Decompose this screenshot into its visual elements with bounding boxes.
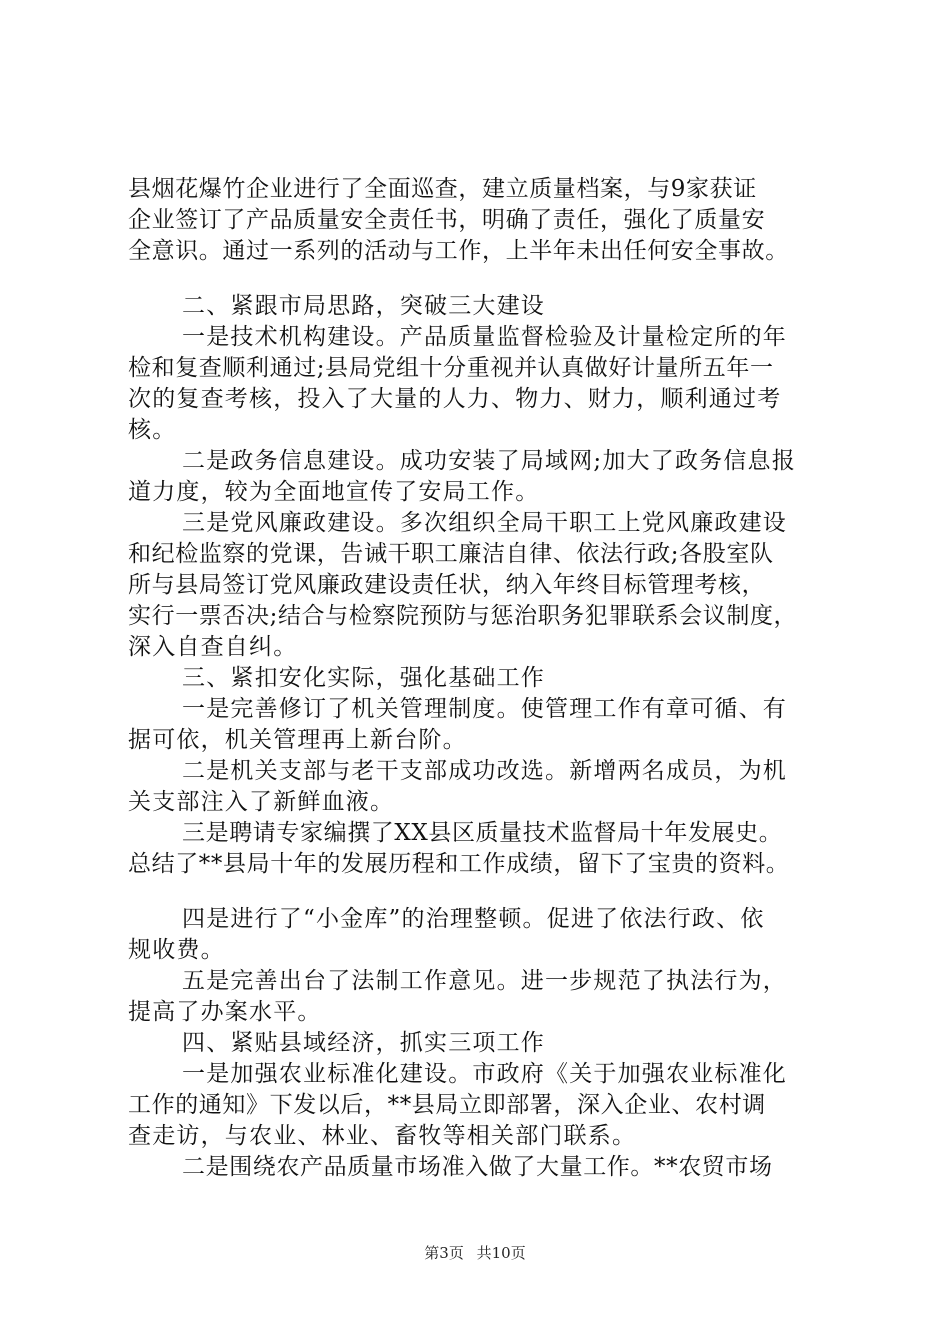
text-line: 二是机关支部与老干支部成功改选。新增两名成员，为机	[182, 758, 787, 784]
paragraph-gap	[128, 880, 848, 904]
text-line: 五是完善出台了法制工作意见。进一步规范了执法行为，	[182, 968, 787, 994]
page-total: 共10页	[476, 1244, 526, 1262]
text-line: 三是聘请专家编撰了XX县区质量技术监督局十年发展史。	[182, 820, 783, 846]
text-line: 检和复查顺利通过;县局党组十分重视并认真做好计量所五年一	[128, 355, 774, 381]
text-line: 一是完善修订了机关管理制度。使管理工作有章可循、有	[182, 696, 787, 722]
text-line: 实行一票否决;结合与检察院预防与惩治职务犯罪联系会议制度，	[128, 603, 798, 629]
text-line: 总结了**县局十年的发展历程和工作成绩，留下了宝贵的资料。	[128, 851, 790, 877]
text-line: 道力度，较为全面地宣传了安局工作。	[128, 479, 540, 505]
text-line: 次的复查考核，投入了大量的人力、物力、财力，顺利通过考	[128, 386, 782, 412]
text-line: 一是技术机构建设。产品质量监督检验及计量检定所的年	[182, 324, 787, 350]
text-line: 一是加强农业标准化建设。市政府《关于加强农业标准化	[182, 1061, 787, 1087]
text-line: 所与县局签订党风廉政建设责任状，纳入年终目标管理考核，	[128, 572, 766, 598]
text-line: 关支部注入了新鲜血液。	[128, 789, 395, 815]
text-line: 规收费。	[128, 937, 225, 963]
text-line: 县烟花爆竹企业进行了全面巡查，建立质量档案，与9家获证	[128, 176, 757, 202]
text-line: 提高了办案水平。	[128, 999, 322, 1025]
section-heading: 二、紧跟市局思路，突破三大建设	[182, 293, 545, 319]
text-line: 深入自查自纠。	[128, 634, 298, 660]
text-line: 核。	[128, 417, 177, 443]
text-line: 查走访，与农业、林业、畜牧等相关部门联系。	[128, 1123, 637, 1149]
text-line: 二是政务信息建设。成功安装了局域网;加大了政务信息报	[182, 448, 796, 474]
text-line: 和纪检监察的党课，告诫干职工廉洁自律、依法行政;各股室队	[128, 541, 774, 567]
text-line: 二是围绕农产品质量市场准入做了大量工作。**农贸市场	[182, 1154, 773, 1180]
text-line: 三是党风廉政建设。多次组织全局干职工上党风廉政建设	[182, 510, 787, 536]
text-line: 企业签订了产品质量安全责任书，明确了责任，强化了质量安	[128, 207, 766, 233]
text-line: 四是进行了“小金库”的治理整顿。促进了依法行政、依	[182, 906, 765, 932]
document-body	[128, 174, 848, 1183]
text-line: 据可依，机关管理再上新台阶。	[128, 727, 467, 753]
text-line: 工作的通知》下发以后，**县局立即部署，深入企业、农村调	[128, 1092, 766, 1118]
section-heading: 三、紧扣安化实际，强化基础工作	[182, 665, 545, 691]
section-heading: 四、紧贴县域经济，抓实三项工作	[182, 1030, 545, 1056]
page-footer	[0, 1243, 950, 1263]
text-line: 全意识。通过一系列的活动与工作，上半年未出任何安全事故。	[128, 238, 789, 264]
paragraph-gap	[128, 267, 848, 291]
page-number: 第3页	[424, 1244, 464, 1262]
